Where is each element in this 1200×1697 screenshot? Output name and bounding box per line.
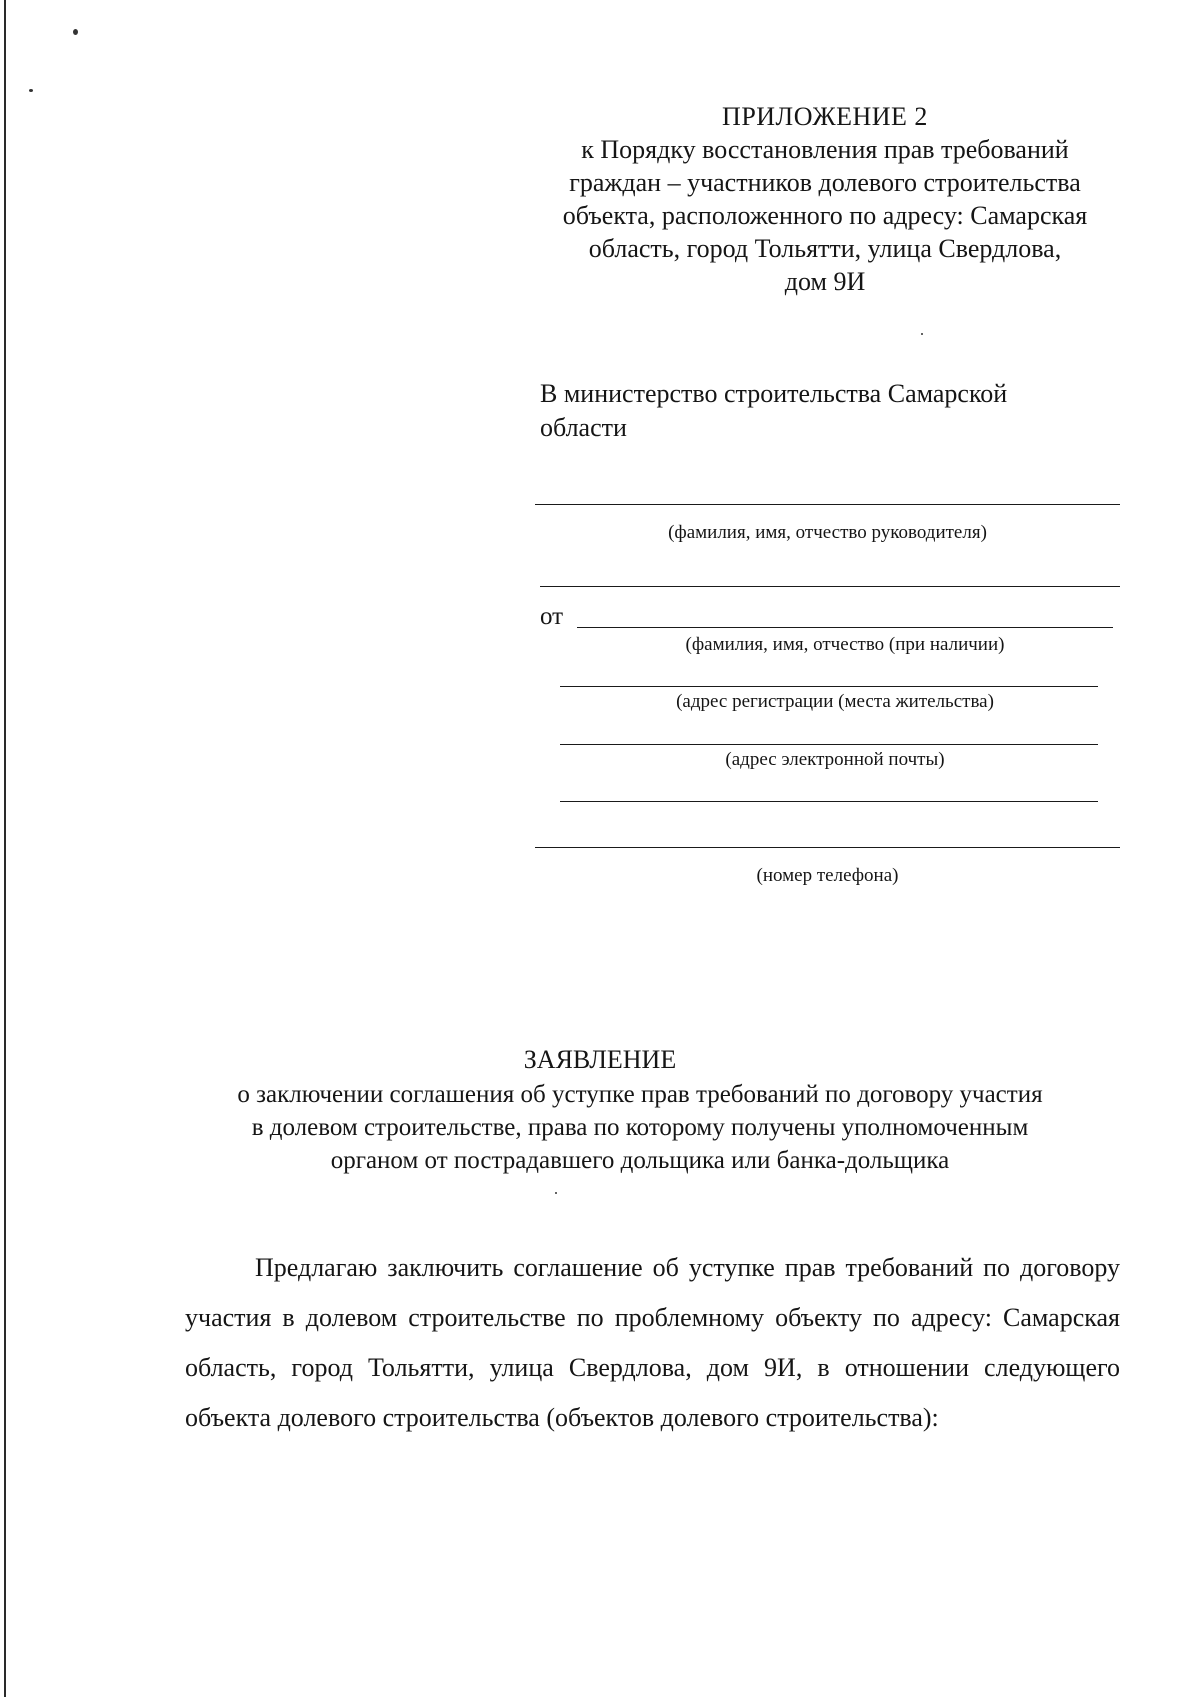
statement-subtitle-line: органом от пострадавшего дольщика или банка-дольщика: [330, 1147, 950, 1174]
appendix-line: граждан – участников долевого строительства: [569, 168, 1081, 197]
email-caption: (адрес электронной почты): [725, 749, 945, 770]
head-name-caption: (фамилия, имя, отчество руководителя): [668, 522, 987, 543]
from-label: от: [540, 603, 564, 630]
email-field[interactable]: [560, 744, 1098, 745]
scan-edge-line: [4, 0, 6, 1697]
appendix-line: дом 9И: [784, 267, 866, 296]
appendix-line: к Порядку восстановления прав требований: [581, 135, 1069, 164]
statement-subtitle-line: в долевом строительстве, права по которому получены уполномоченным: [251, 1114, 1029, 1141]
scan-speck: [555, 1192, 557, 1194]
statement-subtitle: [150, 1078, 1130, 1177]
scan-speck: [921, 333, 923, 335]
appendix-header: [520, 100, 1130, 298]
statement-body: Предлагаю заключить соглашение об уступке прав требований по договору участия в долевом строительстве по проблемному объекту по адресу: Самарская область, город Тольятти, улица Свердлова, дом 9И, в отношении следующего объекта долевого строительства (объектов долевого строительства):: [185, 1253, 1120, 1432]
head-name-field-extra[interactable]: [540, 586, 1120, 587]
statement-subtitle-line: о заключении соглашения об уступке прав требований по договору участия: [237, 1081, 1043, 1108]
scan-speck: [73, 29, 78, 35]
addressee: [540, 377, 1100, 445]
head-name-field[interactable]: [535, 504, 1120, 505]
addressee-line: области: [540, 413, 627, 442]
applicant-name-field[interactable]: [577, 627, 1113, 628]
phone-field[interactable]: [535, 847, 1120, 848]
appendix-line: объекта, расположенного по адресу: Самарская: [562, 201, 1088, 230]
phone-caption: (номер телефона): [756, 865, 899, 886]
statement-title: ЗАЯВЛЕНИЕ: [523, 1045, 677, 1074]
scan-speck: [29, 89, 33, 92]
address-caption: (адрес регистрации (места жительства): [676, 691, 994, 712]
appendix-title: ПРИЛОЖЕНИЕ 2: [722, 102, 928, 131]
phone-field-upper[interactable]: [560, 801, 1098, 802]
address-field[interactable]: [560, 686, 1098, 687]
applicant-name-caption: (фамилия, имя, отчество (при наличии): [685, 634, 1005, 655]
addressee-line: В министерство строительства Самарской: [540, 379, 1008, 408]
appendix-line: область, город Тольятти, улица Свердлова,: [588, 234, 1062, 263]
